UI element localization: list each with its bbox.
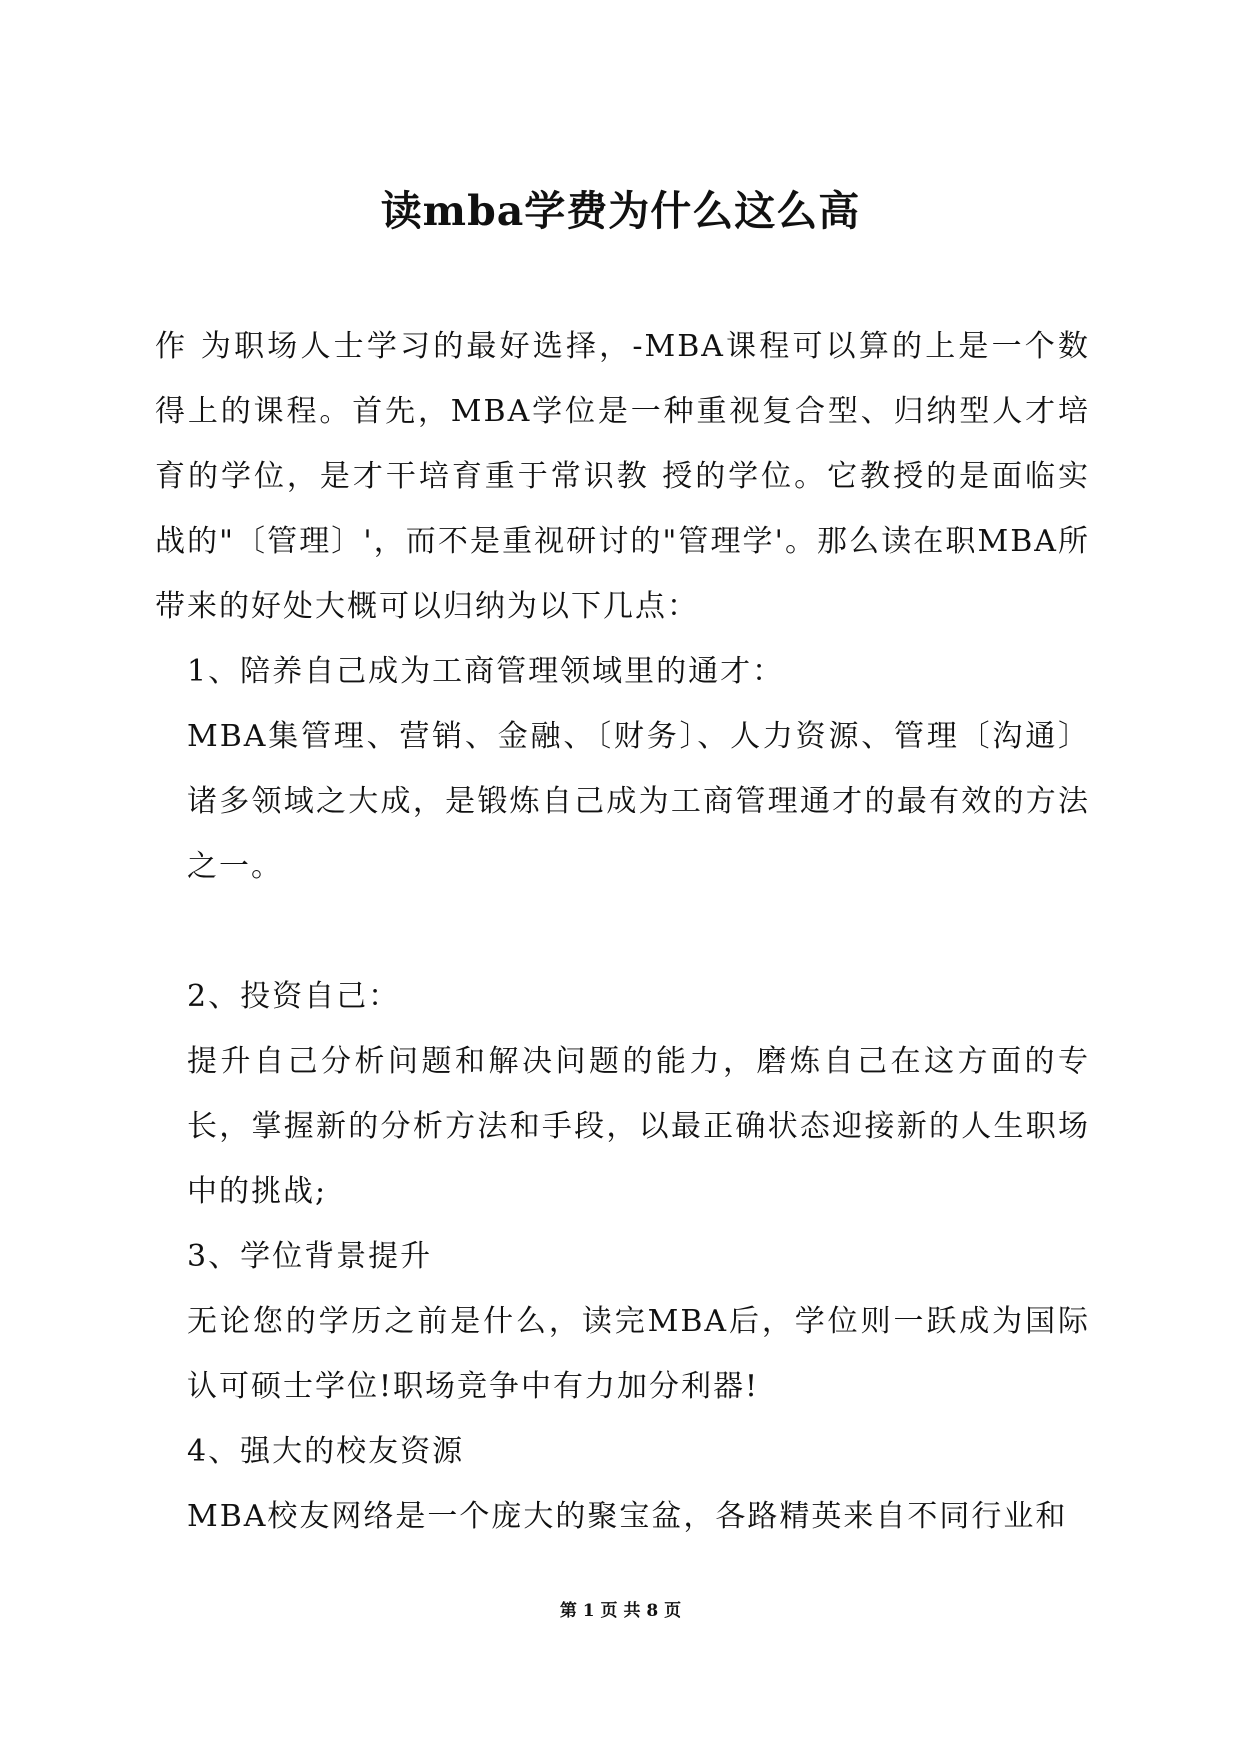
paragraph-point-3-heading: 3、学位背景提升	[187, 1239, 433, 1274]
paragraph-point-2-body: 提升自己分析问题和解决问题的能力，磨炼自己在这方面的专长，掌握新的分析方法和手段，以最正确状态迎接新的人生职场中的挑战;	[187, 1044, 1090, 1209]
paragraph-point-4-heading: 4、强大的校友资源	[187, 1434, 465, 1469]
document-body	[155, 314, 1090, 1549]
paragraph-intro: 作 为职场人士学习的最好选择，-MBA课程可以算的上是一个数得上的课程。首先，MBA学位是一种重视复合型、归纳型人才培育的学位，是才干培育重于常识教 授的学位。它教授的是面临实战的"〔管理〕'，而不是重视研讨的"管理学'。那么读在职MBA所带来的好处大概可以归纳为以下几点：	[155, 329, 1090, 624]
paragraph-point-3-body: 无论您的学历之前是什么，读完MBA后，学位则一跃成为国际认可硕士学位!职场竞争中有力加分利器!	[187, 1304, 1090, 1404]
paragraph-point-1-heading: 1、陪养自己成为工商管理领域里的通才：	[187, 654, 785, 689]
paragraph-point-2-heading: 2、投资自己：	[187, 979, 401, 1014]
page-footer: 第 1 页 共 8 页	[559, 1601, 682, 1621]
paragraph-point-4-body: MBA校友网络是一个庞大的聚宝盆，各路精英来自不同行业和	[187, 1499, 1068, 1534]
document-title: 读mba学费为什么这么高	[380, 187, 861, 235]
paragraph-point-1-body: MBA集管理、营销、金融、〔财务〕、人力资源、管理〔沟通〕诸多领域之大成，是锻炼自己成为工商管理通才的最有效的方法之一。	[187, 719, 1090, 884]
paragraph-spacer	[155, 899, 1090, 964]
